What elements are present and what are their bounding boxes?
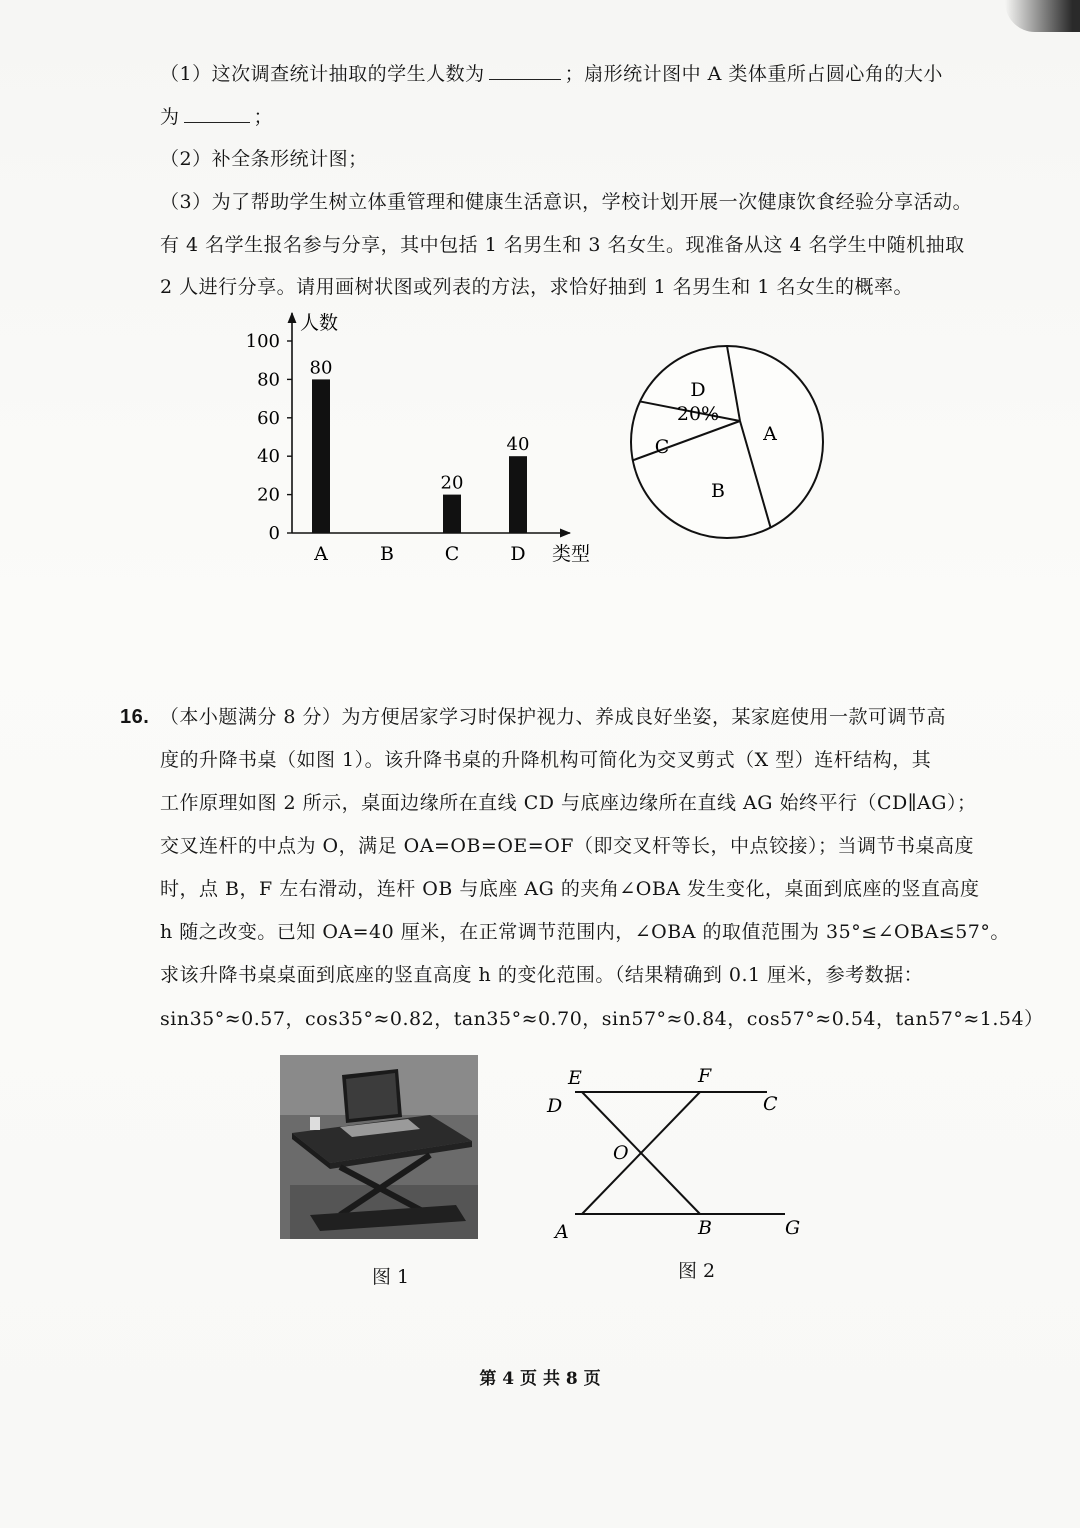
scan-corner-shadow — [1005, 0, 1080, 32]
q16-number: 16. — [120, 706, 150, 728]
bar-a — [312, 379, 330, 533]
pie-label-b: B — [711, 480, 725, 502]
y-tick-label: 0 — [268, 523, 280, 544]
q15-part3-line2: 有 4 名学生报名参与分享，其中包括 1 名男生和 3 名女生。现准备从这 4 名学生中随机抽取 — [160, 234, 965, 256]
pie-label-a: A — [763, 423, 777, 445]
label-o: O — [613, 1142, 629, 1164]
y-tick-label: 100 — [245, 331, 280, 352]
label-f: F — [698, 1065, 712, 1087]
q15-part1-line1: （1）这次调查统计抽取的学生人数为 ；扇形统计图中 A 类体重所占圆心角的大小 — [160, 63, 943, 85]
y-tick-label: 40 — [257, 446, 280, 468]
label-b: B — [698, 1217, 712, 1239]
label-a: A — [555, 1221, 569, 1243]
data-label-a: 80 — [309, 357, 333, 379]
y-tick-label: 20 — [257, 484, 280, 506]
q16-line8: sin35°≈0.57，cos35°≈0.82，tan35°≈0.70，sin57°≈0.84，cos57°≈0.54，tan57°≈1.54） — [160, 1008, 1044, 1030]
label-g: G — [785, 1217, 801, 1239]
q16-line4: 交叉连杆的中点为 O，满足 OA=OB=OE=OF（即交叉杆等长，中点铰接）；当调节书桌高度 — [160, 835, 974, 857]
q16-line5: 时，点 B，F 左右滑动，连杆 OB 与底座 AG 的夹角∠OBA 发生变化，桌面到底座的竖直高度 — [160, 878, 980, 900]
data-label-d: 40 — [506, 434, 530, 456]
q15-part3-line1: （3）为了帮助学生树立体重管理和健康生活意识，学校计划开展一次健康饮食经验分享活动。 — [160, 191, 973, 213]
answer-blank-students — [489, 61, 561, 80]
desk-photo — [280, 1055, 478, 1239]
label-c: C — [763, 1093, 778, 1115]
bar-chart — [230, 305, 610, 580]
figure1-caption: 图 1 — [372, 1266, 410, 1288]
pie-label-d: D — [690, 379, 706, 401]
x-axis-label: 类型 — [552, 543, 591, 565]
q16-line7: 求该升降书桌桌面到底座的竖直高度 h 的变化范围。（结果精确到 0.1 厘米，参考数据： — [160, 964, 924, 986]
pie-label-c: C — [654, 436, 670, 458]
answer-blank-angle — [184, 104, 250, 123]
x-tick-label-a: A — [314, 543, 328, 565]
y-tick-label: 60 — [257, 407, 280, 429]
q16-line3: 工作原理如图 2 所示，桌面边缘所在直线 CD 与底座边缘所在直线 AG 始终平行（CD∥AG）； — [160, 792, 977, 814]
x-tick-label-c: C — [444, 543, 460, 565]
scissor-diagram — [535, 1060, 815, 1245]
figure2-caption: 图 2 — [678, 1260, 716, 1282]
bar-d — [509, 456, 527, 533]
label-e: E — [568, 1067, 582, 1089]
y-axis-label: 人数 — [300, 312, 339, 334]
x-tick-label-d: D — [510, 543, 526, 565]
bar-c — [443, 495, 461, 533]
q15-part3-line3: 2 人进行分享。请用画树状图或列表的方法，求恰好抽到 1 名男生和 1 名女生的概率。 — [160, 276, 913, 298]
q16-line6: h 随之改变。已知 OA=40 厘米，在正常调节范围内，∠OBA 的取值范围为 35°≤∠OBA≤57°。 — [160, 921, 1010, 943]
q15-part1-line2: 为 ； — [160, 106, 274, 128]
pie-percent-d: 20% — [676, 403, 720, 425]
q16-line2: 度的升降书桌（如图 1）。该升降书桌的升降机构可简化为交叉剪式（X 型）连杆结构，其 — [160, 749, 932, 771]
pie-chart — [625, 340, 830, 545]
data-label-c: 20 — [440, 472, 464, 494]
q15-part2: （2）补全条形统计图； — [160, 148, 368, 170]
page-footer: 第 4 页 共 8 页 — [479, 1369, 601, 1389]
x-tick-label-b: B — [380, 543, 394, 565]
y-tick-label: 80 — [257, 369, 280, 391]
label-d: D — [547, 1095, 563, 1117]
q16-line1: 16. （本小题满分 8 分）为方便居家学习时保护视力、养成良好坐姿，某家庭使用一款可调节高 — [120, 706, 947, 728]
